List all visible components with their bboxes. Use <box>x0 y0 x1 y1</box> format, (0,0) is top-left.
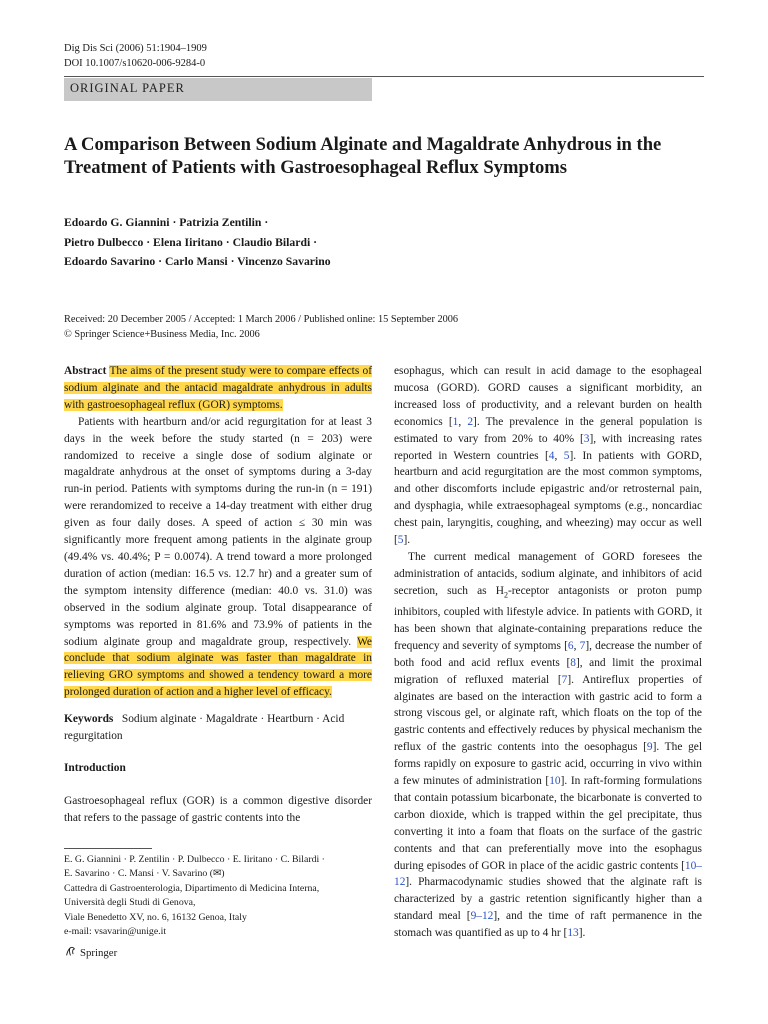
citation-link[interactable]: 13 <box>567 927 579 940</box>
citation-link[interactable]: 3 <box>583 432 590 445</box>
author-line: Edoardo Savarino · Carlo Mansi · Vincenzo Savarino <box>64 255 331 268</box>
citation-link[interactable]: 9 <box>646 741 653 754</box>
author-affiliation-footnote <box>64 853 374 939</box>
header-rule <box>64 76 704 77</box>
copyright: © Springer Science+Business Media, Inc. 2006 <box>64 329 260 340</box>
citation-link[interactable]: 5 <box>397 534 404 547</box>
citation-link[interactable]: 5 <box>563 449 570 462</box>
footnote-line: E. Savarino · C. Mansi · V. Savarino (✉) <box>64 868 225 880</box>
keywords-label: Keywords <box>64 713 114 726</box>
footnote-line: e-mail: vsavarin@unige.it <box>64 926 167 938</box>
citation-link[interactable]: 6 <box>567 639 574 652</box>
journal-doi: DOI 10.1007/s10620-006-9284-0 <box>64 58 206 69</box>
citation-link[interactable]: 8 <box>570 656 576 669</box>
introduction-paragraph: Gastroesophageal reflux (GOR) is a common digestive disorder that refers to the passage of gastric contents into the <box>64 794 372 824</box>
journal-header <box>64 41 207 71</box>
abstract-highlight-aims: The aims of the present study were to compare effects of sodium alginate and the antacid magaldrate anhydrous in adults with gastroesophageal reflux (GOR) symptoms. <box>64 365 372 411</box>
publication-dates <box>64 312 458 342</box>
citation-link[interactable]: 10–12 <box>394 859 702 889</box>
footnote-line: E. G. Giannini · P. Zentilin · P. Dulbecco · E. Iiritano · C. Bilardi · <box>64 854 325 865</box>
abstract-methods-results: Patients with heartburn and/or acid regurgitation for at least 3 days in the week before the study started (n = 203) were randomized to receive a single dose of sodium alginate or magaldrate anhydrous at the onset of symptoms during a 3-day run-in period. Patients with symptoms during the run-in (n = 191) were rerandomized to receive a 14-day treatment with either drug given as four daily doses. A speed of action ≤ 30 min was significantly more frequent among patients in the alginate group (49.4% vs. 40.4%; P = 0.0074). A trend toward a more prolonged duration of action (median: 16.5 vs. 12.7 hr) and a greater sum of the symptom intensity difference (median: 40.0 vs. 31.0) was observed in the sodium alginate group. Total disappearance of symptoms was reported in 81.6% and 73.9% of patients in the sodium alginate group and magaldrate group, respectively. <box>64 415 372 648</box>
springer-horse-icon <box>64 945 77 961</box>
citation-link[interactable]: 2 <box>467 415 474 428</box>
article-title: A Comparison Between Sodium Alginate and Magaldrate Anhydrous in the Treatment of Patients with Gastroesophageal Reflux Symptoms <box>64 134 662 178</box>
abstract <box>64 363 372 414</box>
abstract-body <box>64 414 372 701</box>
keywords <box>64 711 372 745</box>
author-line: Pietro Dulbecco · Elena Iiritano · Claudio Bilardi · <box>64 235 318 249</box>
introduction-heading: Introduction <box>64 761 126 774</box>
publisher-name: Springer <box>80 947 118 959</box>
citation-link[interactable]: 4 <box>548 449 555 462</box>
citation-link[interactable]: 7 <box>561 673 568 686</box>
footnote-line: Viale Benedetto XV, no. 6, 16132 Genoa, Italy <box>64 911 247 923</box>
footnote-rule <box>64 848 152 849</box>
author-list <box>64 213 331 272</box>
received-dates: Received: 20 December 2005 / Accepted: 1 March 2006 / Published online: 15 September 2006 <box>64 314 459 325</box>
citation-link[interactable]: 7 <box>579 639 586 652</box>
citation-link[interactable]: 10 <box>549 775 561 788</box>
publisher-mark <box>64 945 117 961</box>
citation-link[interactable]: 9–12 <box>470 910 494 923</box>
citation-link[interactable]: 1 <box>452 415 459 428</box>
right-paragraph-1: esophagus, which can result in acid damage to the esophageal mucosa (GORD). GORD causes a significant morbidity, an increased loss of productivity, and a relevant burden on health economics [1, 2]. The prevalence in the general population is estimated to vary from 20% to 40% [3], with increasing rates reported in Western countries [4, 5]. In patients with GORD, heartburn and acid regurgitation are the most common symptoms, and other discomforts include epigastric and/or retrosternal pain, and dysphagia, while extraesophageal symptoms (e.g., noncardiac chest pain, laryngitis, coughing, and wheezing) may occur as well [5]. <box>394 365 702 547</box>
right-paragraph-2: The current medical management of GORD foresees the administration of antacids, sodium alginate, and inhibitors of acid secretion, such as $H_2$-receptor antagonists or proton pump inhibitors, coupled with lifestyle advice. In patients with GORD, it has been shown that alginate-containing preparations reduce the frequency and severity of symptoms [6, 7], decrease the number of both food and acid reflux events [8], and limit the proximal migration of refluxed material [7]. Antireflux properties of alginates are based on the interaction with gastric acid to form a strong viscous gel, or alginate raft, which floats on the top of the gastric contents and effectively reduces by physical mechanism the reflux of the gastric contents into the oesophagus [9]. The gel forms rapidly on exposure to gastric acid, occurring in vivo within a few minutes of administration [10]. In raft-forming formulations that contain potassium bicarbonate, the bicarbonate is converted to carbon dioxide, which is trapped within the gel precipitate, thus converting it into a foam that floats on the surface of the gastric contents and that can preferentially move into the esophagus during episodes of GOR in place of the acidic gastric contents [10–12]. Pharmacodynamic studies showed that the alginate raft is characterized by a gastric retention significantly higher than a standard meal [9–12], and the time of raft permanence in the stomach was quantified as up to 4 hr [13]. <box>394 550 702 940</box>
abstract-highlight-conclusion: We conclude that sodium alginate was faster than magaldrate in relieving GRO symptoms and showed a tendency toward a more prolonged duration of action and a higher level of efficacy. <box>64 635 372 699</box>
article-type: ORIGINAL PAPER <box>70 81 185 95</box>
author-line: Edoardo G. Giannini · Patrizia Zentilin · <box>64 216 269 229</box>
left-column <box>64 363 372 827</box>
footnote-line: Cattedra di Gastroenterologia, Dipartimento di Medicina Interna, <box>64 882 320 894</box>
keywords-text: Sodium alginate · Magaldrate · Heartburn · Acid regurgitation <box>64 713 345 743</box>
journal-citation: Dig Dis Sci (2006) 51:1904–1909 <box>64 43 207 54</box>
footnote-line: Università degli Studi di Genova, <box>64 897 196 909</box>
abstract-label: Abstract <box>64 365 107 377</box>
article-type-band <box>64 78 372 101</box>
right-column <box>394 363 702 942</box>
